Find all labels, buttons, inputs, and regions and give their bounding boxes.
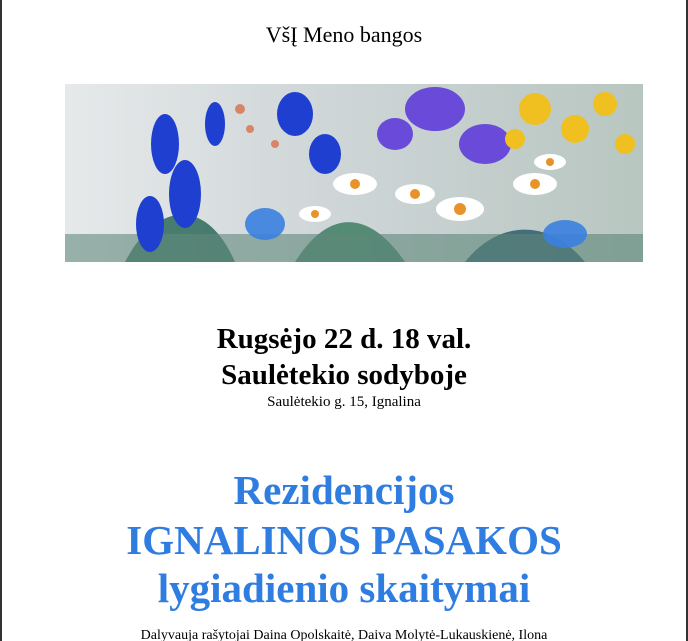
title-line-3: lygiadienio skaitymai (157, 565, 531, 611)
title-line-2: IGNALINOS PASAKOS (126, 517, 562, 563)
organization-name: VšĮ Meno bangos (265, 22, 423, 47)
participants-text: Dalyvauja rašytojai Daina Opolskaitė, Daiva Molytė-Lukauskienė, Ilona (140, 628, 548, 641)
event-date-time: Rugsėjo 22 d. 18 val. (216, 323, 472, 355)
event-venue: Saulėtekio sodyboje (221, 359, 467, 391)
title-line-1: Rezidencijos (233, 467, 455, 513)
flower-painting-image (65, 84, 643, 262)
event-address: Saulėtekio g. 15, Ignalina (267, 394, 421, 410)
